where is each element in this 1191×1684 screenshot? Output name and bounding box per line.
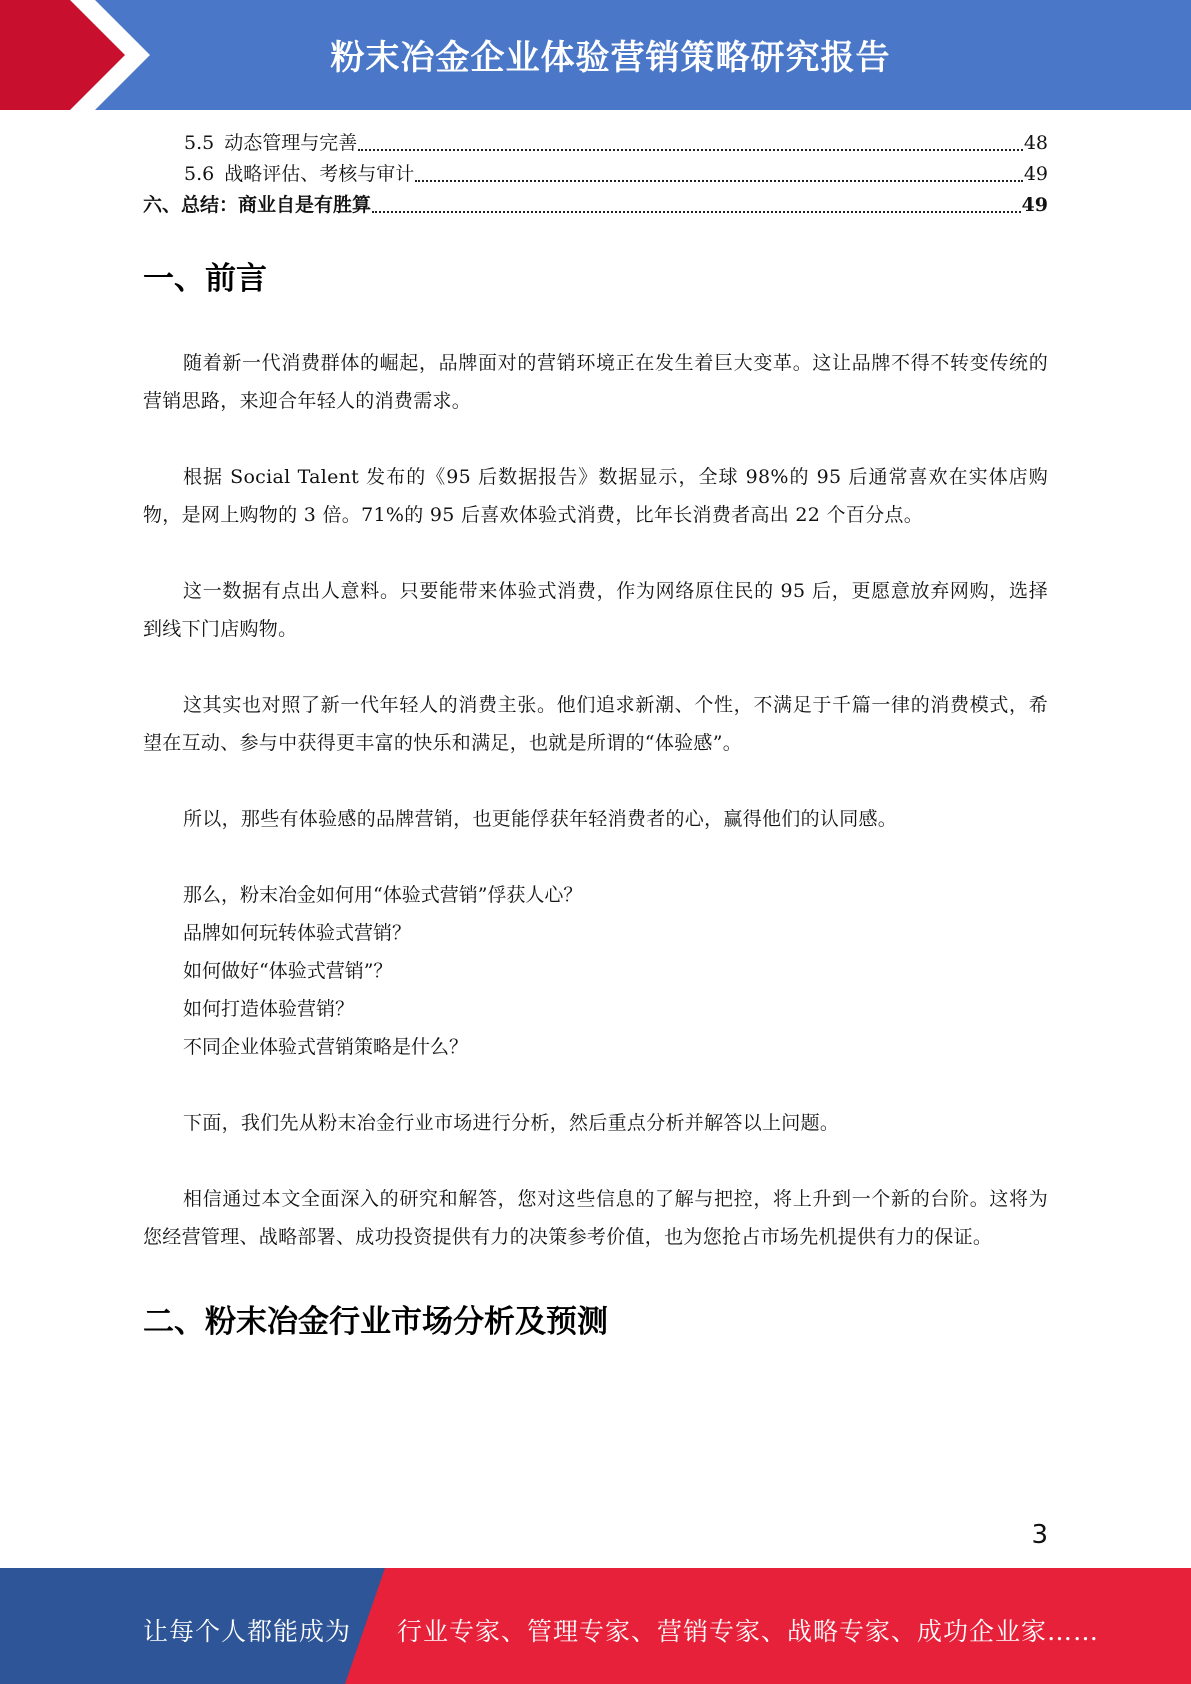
report-title: 粉末冶金企业体验营销策略研究报告 — [330, 38, 891, 78]
page-footer — [0, 1568, 1191, 1684]
toc-entry-number: 5.6 — [184, 163, 215, 185]
question-item: 如何做好“体验式营销”？ — [183, 960, 393, 982]
toc-entry[interactable] — [143, 190, 1048, 221]
toc-entry-number: 5.5 — [184, 132, 215, 154]
toc-entry-label: 六、总结：商业自是有胜算 — [143, 194, 372, 216]
question-item: 品牌如何玩转体验式营销？ — [183, 922, 412, 944]
toc-entry-label: 动态管理与完善 — [224, 132, 358, 154]
section-heading-preface: 一、前言 — [143, 261, 267, 297]
toc-leader-dots — [415, 179, 1023, 182]
question-item: 如何打造体验营销？ — [183, 998, 355, 1020]
footer-tagline: 行业专家、管理专家、营销专家、战略专家、成功企业家…… — [397, 1617, 1100, 1646]
footer-slogan: 让每个人都能成为 — [143, 1617, 352, 1646]
paragraph: 相信通过本文全面深入的研究和解答，您对这些信息的了解与把控，将上升到一个新的台阶。这将为您经营管理、战略部署、成功投资提供有力的决策参考价值，也为您抢占市场先机提供有力的保证。 — [143, 1188, 1048, 1248]
question-item: 不同企业体验式营销策略是什么？ — [183, 1036, 469, 1058]
toc-leader-dots — [358, 148, 1023, 151]
paragraph: 根据 Social Talent 发布的《95 后数据报告》数据显示，全球 98%的 95 后通常喜欢在实体店购物，是网上购物的 3 倍。71%的 95 后喜欢体验式消费，比年长消费者高出 22 个百分点。 — [143, 466, 1048, 526]
toc-entry[interactable] — [143, 159, 1048, 190]
question-list — [143, 876, 1048, 1066]
toc-entry[interactable] — [143, 128, 1048, 159]
toc-entry-page: 49 — [1021, 194, 1048, 216]
table-of-contents — [143, 128, 1048, 221]
paragraph: 下面，我们先从粉末冶金行业市场进行分析，然后重点分析并解答以上问题。 — [183, 1112, 840, 1134]
paragraph: 这其实也对照了新一代年轻人的消费主张。他们追求新潮、个性，不满足于千篇一律的消费模式，希望在互动、参与中获得更丰富的快乐和满足，也就是所谓的“体验感”。 — [143, 694, 1048, 754]
page-header — [0, 0, 1191, 110]
toc-leader-dots — [372, 210, 1021, 213]
toc-entry-label: 战略评估、考核与审计 — [224, 163, 415, 185]
page-content — [143, 128, 1048, 1341]
toc-entry-page: 49 — [1023, 163, 1048, 185]
section-heading-market-analysis: 二、粉末冶金行业市场分析及预测 — [143, 1304, 608, 1340]
question-item: 那么，粉末冶金如何用“体验式营销”俘获人心？ — [183, 884, 583, 906]
toc-entry-page: 48 — [1023, 132, 1048, 154]
page-number: 3 — [1031, 1520, 1048, 1550]
paragraph: 随着新一代消费群体的崛起，品牌面对的营销环境正在发生着巨大变革。这让品牌不得不转变传统的营销思路，来迎合年轻人的消费需求。 — [143, 352, 1048, 412]
paragraph: 所以，那些有体验感的品牌营销，也更能俘获年轻消费者的心，赢得他们的认同感。 — [183, 808, 898, 830]
paragraph: 这一数据有点出人意料。只要能带来体验式消费，作为网络原住民的 95 后，更愿意放弃网购，选择到线下门店购物。 — [143, 580, 1048, 640]
